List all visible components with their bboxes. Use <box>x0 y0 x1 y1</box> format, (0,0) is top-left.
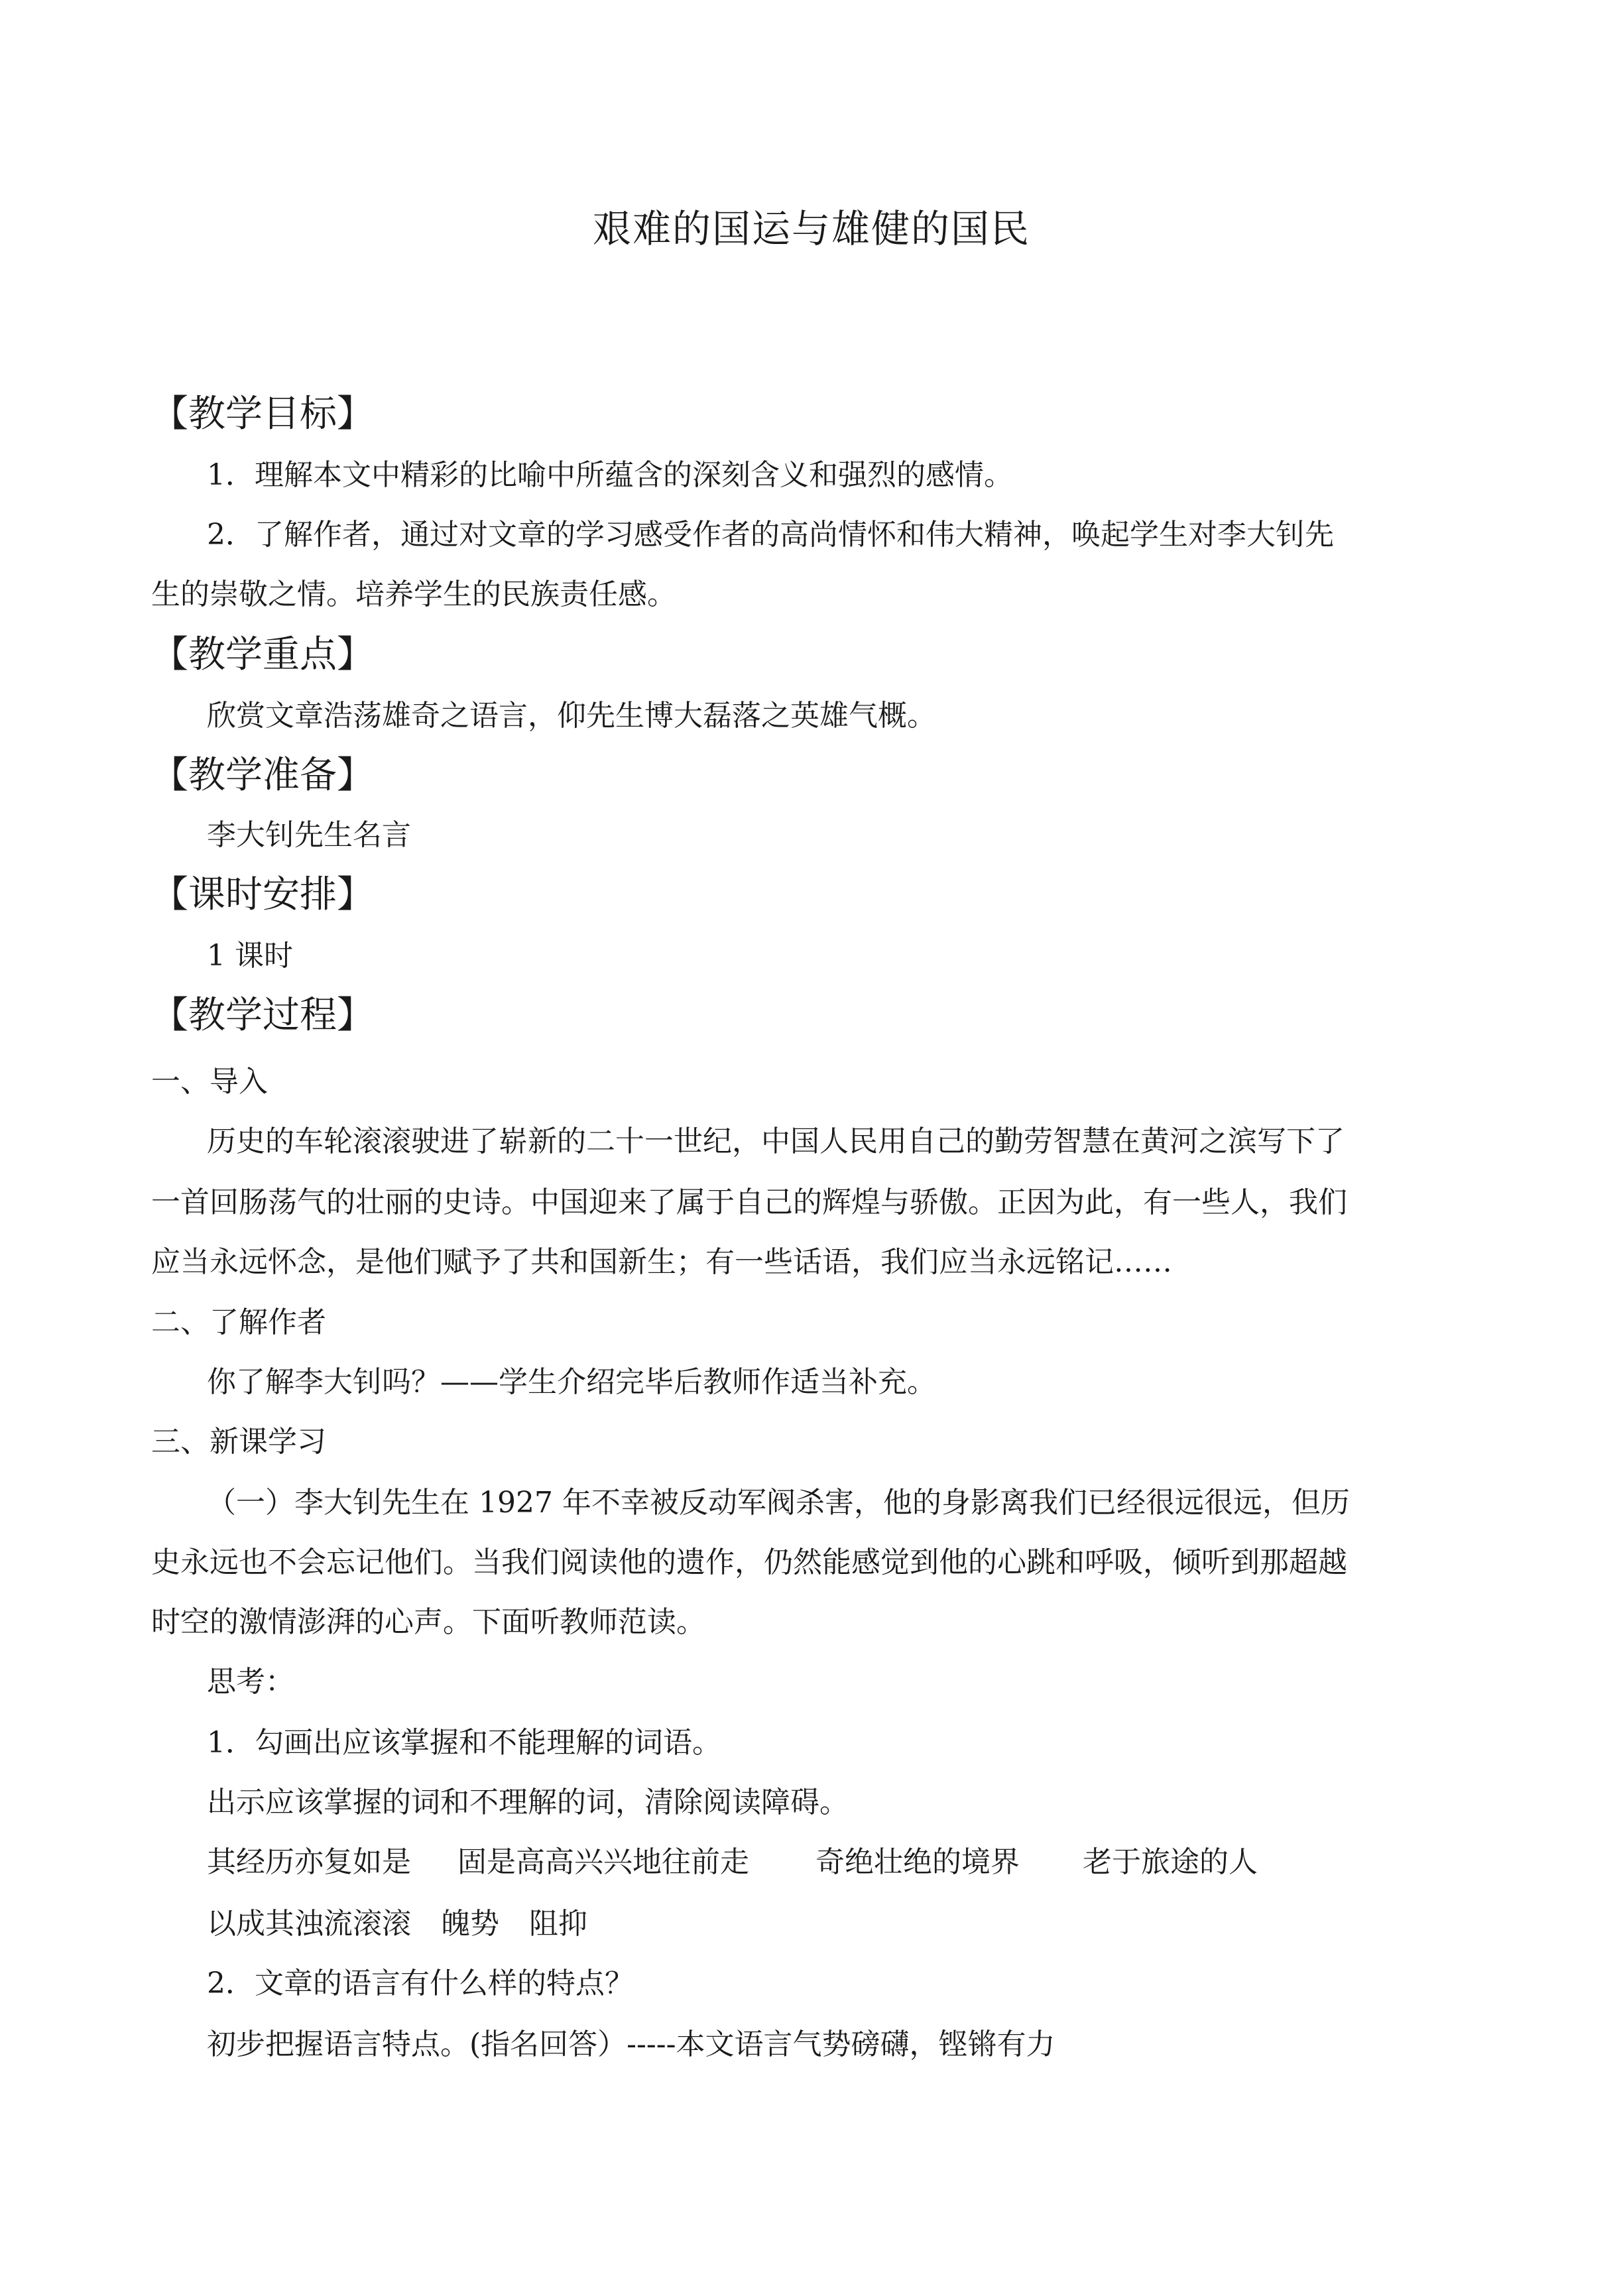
objective-item-2-line-1: 2．了解作者，通过对文章的学习感受作者的高尚情怀和伟大精神，唤起学生对李大钊先 <box>207 518 1334 552</box>
key-points-text: 欣赏文章浩荡雄奇之语言，仰先生博大磊落之英雄气概。 <box>207 699 936 733</box>
objective-item-1: 1．理解本文中精彩的比喻中所蕴含的深刻含义和强烈的感情。 <box>207 458 1013 492</box>
new-lesson-title: 三、新课学习 <box>151 1425 326 1459</box>
question-2-answer: 初步把握语言特点。(指名回答）-----本文语言气势磅礴，铿锵有力 <box>207 2027 1055 2061</box>
intro-title: 一、导入 <box>151 1065 268 1099</box>
new-lesson-line-3: 时空的激情澎湃的心声。下面听教师范读。 <box>151 1605 705 1639</box>
schedule-text: 1 课时 <box>207 939 293 973</box>
vocabulary-word: 其经历亦复如是 <box>207 1845 411 1879</box>
vocabulary-row-2 <box>207 1903 587 1945</box>
vocabulary-word: 阻抑 <box>529 1907 587 1941</box>
new-lesson-line-2: 史永远也不会忘记他们。当我们阅读他的遗作，仍然能感觉到他的心跳和呼吸，倾听到那超越 <box>151 1545 1347 1579</box>
document-title: 艰难的国运与雄健的国民 <box>592 206 1030 251</box>
question-2: 2．文章的语言有什么样的特点？ <box>207 1966 634 2000</box>
objectives-heading: 【教学目标】 <box>151 393 374 436</box>
preparation-text: 李大钊先生名言 <box>207 818 411 852</box>
new-lesson-line-1: （一）李大钊先生在 1927 年不幸被反动军阀杀害，他的身影离我们已经很远很远，但历 <box>207 1486 1350 1520</box>
process-heading: 【教学过程】 <box>151 994 374 1037</box>
vocabulary-word: 老于旅途的人 <box>1083 1845 1258 1879</box>
question-1: 1．勾画出应该掌握和不能理解的词语。 <box>207 1726 721 1760</box>
intro-line-3: 应当永远怀念，是他们赋予了共和国新生；有一些话语，我们应当永远铭记…… <box>151 1245 1172 1279</box>
objective-item-2-line-2: 生的崇敬之情。培养学生的民族责任感。 <box>151 577 676 611</box>
preparation-heading: 【教学准备】 <box>151 754 374 797</box>
intro-line-2: 一首回肠荡气的壮丽的史诗。中国迎来了属于自己的辉煌与骄傲。正因为此，有一些人，我们 <box>151 1185 1347 1219</box>
vocabulary-word: 固是高高兴兴地往前走 <box>457 1845 749 1879</box>
vocabulary-word: 魄势 <box>441 1907 499 1941</box>
question-1-note: 出示应该掌握的词和不理解的词，清除阅读障碍。 <box>207 1785 849 1819</box>
key-points-heading: 【教学重点】 <box>151 633 374 676</box>
vocabulary-word: 以成其浊流滚滚 <box>207 1907 411 1941</box>
vocabulary-row-1 <box>207 1841 1258 1884</box>
intro-line-1: 历史的车轮滚滚驶进了崭新的二十一世纪，中国人民用自己的勤劳智慧在黄河之滨写下了 <box>207 1124 1345 1158</box>
author-title: 二、了解作者 <box>151 1305 326 1339</box>
think-label: 思考： <box>207 1665 294 1699</box>
author-text: 你了解李大钊吗？——学生介绍完毕后教师作适当补充。 <box>207 1365 936 1399</box>
schedule-heading: 【课时安排】 <box>151 873 374 916</box>
vocabulary-word: 奇绝壮绝的境界 <box>815 1845 1020 1879</box>
